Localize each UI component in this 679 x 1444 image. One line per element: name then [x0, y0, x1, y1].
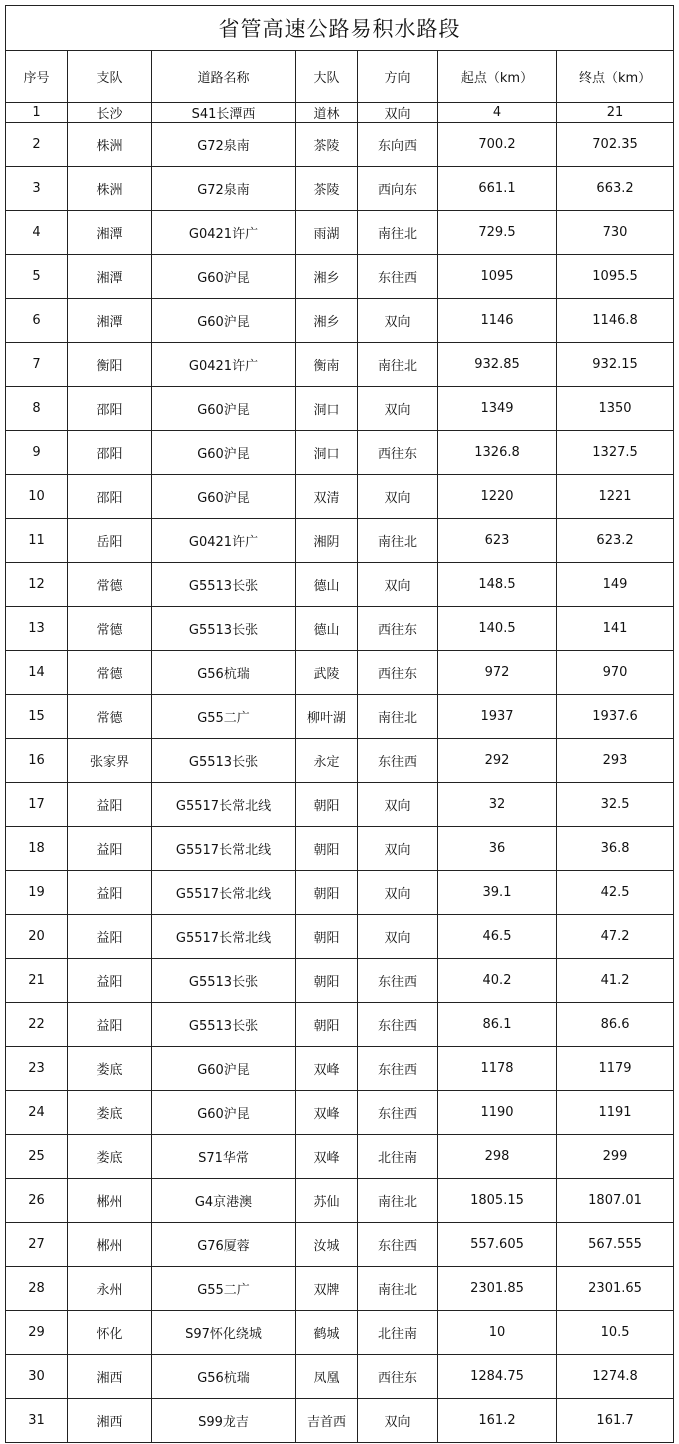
cell-direction: 东往西: [358, 1047, 438, 1091]
cell-end-km: 1327.5: [557, 431, 674, 475]
cell-road-name: G5517长常北线: [152, 827, 296, 871]
cell-detachment: 湘潭: [68, 299, 152, 343]
cell-start-km: 700.2: [438, 123, 557, 167]
cell-direction: 北往南: [358, 1311, 438, 1355]
cell-seq: 25: [6, 1135, 68, 1179]
cell-road-name: G5513长张: [152, 607, 296, 651]
cell-detachment: 湘西: [68, 1399, 152, 1443]
cell-detachment: 长沙: [68, 103, 152, 123]
cell-start-km: 1805.15: [438, 1179, 557, 1223]
cell-brigade: 永定: [296, 739, 358, 783]
cell-start-km: 1190: [438, 1091, 557, 1135]
cell-detachment: 益阳: [68, 1003, 152, 1047]
cell-seq: 29: [6, 1311, 68, 1355]
cell-detachment: 湘潭: [68, 255, 152, 299]
cell-seq: 3: [6, 167, 68, 211]
table-row: [6, 783, 674, 827]
cell-end-km: 1191: [557, 1091, 674, 1135]
cell-start-km: 972: [438, 651, 557, 695]
cell-start-km: 46.5: [438, 915, 557, 959]
table-row: [6, 167, 674, 211]
table-row: [6, 1047, 674, 1091]
cell-brigade: 湘乡: [296, 255, 358, 299]
cell-detachment: 郴州: [68, 1223, 152, 1267]
cell-seq: 24: [6, 1091, 68, 1135]
cell-start-km: 1178: [438, 1047, 557, 1091]
table-body: [6, 103, 674, 1443]
cell-direction: 东往西: [358, 1091, 438, 1135]
cell-start-km: 292: [438, 739, 557, 783]
cell-brigade: 凤凰: [296, 1355, 358, 1399]
cell-direction: 西往东: [358, 431, 438, 475]
cell-end-km: 36.8: [557, 827, 674, 871]
cell-end-km: 1179: [557, 1047, 674, 1091]
cell-end-km: 730: [557, 211, 674, 255]
cell-seq: 28: [6, 1267, 68, 1311]
cell-end-km: 932.15: [557, 343, 674, 387]
cell-detachment: 常德: [68, 563, 152, 607]
cell-seq: 14: [6, 651, 68, 695]
table-row: [6, 739, 674, 783]
cell-end-km: 1146.8: [557, 299, 674, 343]
cell-start-km: 10: [438, 1311, 557, 1355]
cell-road-name: G5513长张: [152, 1003, 296, 1047]
title-row: [6, 6, 674, 51]
table-row: [6, 343, 674, 387]
header-brigade: 大队: [296, 51, 358, 103]
table-row: [6, 1223, 674, 1267]
table-row: [6, 475, 674, 519]
cell-road-name: S71华常: [152, 1135, 296, 1179]
cell-detachment: 常德: [68, 607, 152, 651]
cell-direction: 西往东: [358, 607, 438, 651]
cell-end-km: 1937.6: [557, 695, 674, 739]
table-row: [6, 1399, 674, 1443]
cell-detachment: 株洲: [68, 167, 152, 211]
header-direction: 方向: [358, 51, 438, 103]
cell-detachment: 张家界: [68, 739, 152, 783]
cell-start-km: 148.5: [438, 563, 557, 607]
cell-start-km: 729.5: [438, 211, 557, 255]
cell-brigade: 柳叶湖: [296, 695, 358, 739]
cell-road-name: G60沪昆: [152, 299, 296, 343]
cell-road-name: G5517长常北线: [152, 915, 296, 959]
header-road-name: 道路名称: [152, 51, 296, 103]
cell-start-km: 623: [438, 519, 557, 563]
cell-road-name: G55二广: [152, 695, 296, 739]
table-row: [6, 827, 674, 871]
cell-brigade: 衡南: [296, 343, 358, 387]
cell-direction: 南往北: [358, 211, 438, 255]
cell-detachment: 湘西: [68, 1355, 152, 1399]
cell-start-km: 32: [438, 783, 557, 827]
cell-start-km: 161.2: [438, 1399, 557, 1443]
table-row: [6, 915, 674, 959]
cell-seq: 16: [6, 739, 68, 783]
cell-direction: 双向: [358, 387, 438, 431]
cell-road-name: G60沪昆: [152, 1091, 296, 1135]
cell-brigade: 道林: [296, 103, 358, 123]
cell-start-km: 932.85: [438, 343, 557, 387]
table-title: [6, 6, 674, 51]
cell-detachment: 郴州: [68, 1179, 152, 1223]
cell-start-km: 1095: [438, 255, 557, 299]
header-end-km: 终点（km）: [557, 51, 674, 103]
table-row: [6, 1091, 674, 1135]
cell-start-km: 661.1: [438, 167, 557, 211]
cell-detachment: 怀化: [68, 1311, 152, 1355]
cell-start-km: 40.2: [438, 959, 557, 1003]
cell-seq: 9: [6, 431, 68, 475]
cell-road-name: G56杭瑞: [152, 651, 296, 695]
cell-end-km: 2301.65: [557, 1267, 674, 1311]
cell-detachment: 衡阳: [68, 343, 152, 387]
cell-end-km: 86.6: [557, 1003, 674, 1047]
table-row: [6, 651, 674, 695]
cell-direction: 西向东: [358, 167, 438, 211]
cell-detachment: 娄底: [68, 1091, 152, 1135]
cell-road-name: S99龙吉: [152, 1399, 296, 1443]
cell-direction: 北往南: [358, 1135, 438, 1179]
cell-direction: 南往北: [358, 1179, 438, 1223]
cell-start-km: 1349: [438, 387, 557, 431]
cell-road-name: G60沪昆: [152, 1047, 296, 1091]
cell-direction: 东往西: [358, 959, 438, 1003]
cell-brigade: 朝阳: [296, 1003, 358, 1047]
cell-detachment: 益阳: [68, 959, 152, 1003]
table-row: [6, 255, 674, 299]
table-row: [6, 1179, 674, 1223]
cell-road-name: G72泉南: [152, 123, 296, 167]
cell-brigade: 湘乡: [296, 299, 358, 343]
cell-brigade: 雨湖: [296, 211, 358, 255]
cell-start-km: 1146: [438, 299, 557, 343]
cell-brigade: 洞口: [296, 387, 358, 431]
cell-brigade: 鹤城: [296, 1311, 358, 1355]
cell-direction: 双向: [358, 871, 438, 915]
cell-start-km: 140.5: [438, 607, 557, 651]
cell-brigade: 洞口: [296, 431, 358, 475]
cell-seq: 13: [6, 607, 68, 651]
cell-end-km: 1807.01: [557, 1179, 674, 1223]
cell-end-km: 663.2: [557, 167, 674, 211]
header-start-km: 起点（km）: [438, 51, 557, 103]
cell-seq: 2: [6, 123, 68, 167]
cell-end-km: 47.2: [557, 915, 674, 959]
cell-end-km: 970: [557, 651, 674, 695]
cell-end-km: 299: [557, 1135, 674, 1179]
cell-detachment: 邵阳: [68, 475, 152, 519]
cell-detachment: 湘潭: [68, 211, 152, 255]
cell-seq: 7: [6, 343, 68, 387]
table-row: [6, 519, 674, 563]
cell-start-km: 1326.8: [438, 431, 557, 475]
cell-detachment: 娄底: [68, 1135, 152, 1179]
cell-end-km: 567.555: [557, 1223, 674, 1267]
cell-start-km: 2301.85: [438, 1267, 557, 1311]
cell-seq: 15: [6, 695, 68, 739]
cell-road-name: G5517长常北线: [152, 871, 296, 915]
cell-detachment: 益阳: [68, 871, 152, 915]
cell-direction: 双向: [358, 563, 438, 607]
cell-end-km: 42.5: [557, 871, 674, 915]
cell-detachment: 邵阳: [68, 431, 152, 475]
cell-end-km: 1221: [557, 475, 674, 519]
cell-brigade: 双峰: [296, 1047, 358, 1091]
cell-road-name: G5513长张: [152, 563, 296, 607]
flood-prone-sections-table: [5, 5, 674, 1443]
cell-brigade: 茶陵: [296, 123, 358, 167]
cell-detachment: 益阳: [68, 827, 152, 871]
cell-brigade: 武陵: [296, 651, 358, 695]
cell-direction: 西往东: [358, 651, 438, 695]
cell-end-km: 41.2: [557, 959, 674, 1003]
cell-direction: 双向: [358, 915, 438, 959]
table-row: [6, 299, 674, 343]
cell-seq: 5: [6, 255, 68, 299]
cell-end-km: 32.5: [557, 783, 674, 827]
cell-brigade: 双峰: [296, 1135, 358, 1179]
cell-brigade: 湘阴: [296, 519, 358, 563]
cell-seq: 21: [6, 959, 68, 1003]
table-row: [6, 871, 674, 915]
cell-seq: 31: [6, 1399, 68, 1443]
cell-end-km: 702.35: [557, 123, 674, 167]
cell-seq: 26: [6, 1179, 68, 1223]
cell-direction: 南往北: [358, 519, 438, 563]
cell-road-name: G5513长张: [152, 959, 296, 1003]
cell-road-name: G60沪昆: [152, 475, 296, 519]
cell-seq: 8: [6, 387, 68, 431]
table-row: [6, 1355, 674, 1399]
cell-seq: 4: [6, 211, 68, 255]
cell-road-name: G56杭瑞: [152, 1355, 296, 1399]
cell-direction: 东向西: [358, 123, 438, 167]
cell-road-name: G72泉南: [152, 167, 296, 211]
table-title-text: 省管高速公路易积水路段: [218, 17, 461, 41]
header-row: [6, 51, 674, 103]
cell-road-name: G5517长常北线: [152, 783, 296, 827]
cell-road-name: G5513长张: [152, 739, 296, 783]
cell-seq: 17: [6, 783, 68, 827]
cell-road-name: G76厦蓉: [152, 1223, 296, 1267]
cell-road-name: G55二广: [152, 1267, 296, 1311]
table-row: [6, 1311, 674, 1355]
cell-start-km: 36: [438, 827, 557, 871]
cell-direction: 南往北: [358, 343, 438, 387]
cell-direction: 西往东: [358, 1355, 438, 1399]
cell-start-km: 1284.75: [438, 1355, 557, 1399]
table-row: [6, 211, 674, 255]
cell-direction: 双向: [358, 1399, 438, 1443]
cell-road-name: S41长潭西: [152, 103, 296, 123]
cell-brigade: 朝阳: [296, 959, 358, 1003]
cell-brigade: 汝城: [296, 1223, 358, 1267]
cell-detachment: 邵阳: [68, 387, 152, 431]
table-row: [6, 1003, 674, 1047]
cell-seq: 1: [6, 103, 68, 123]
table-row: [6, 103, 674, 123]
cell-end-km: 1095.5: [557, 255, 674, 299]
table-row: [6, 607, 674, 651]
cell-road-name: G60沪昆: [152, 255, 296, 299]
cell-road-name: G4京港澳: [152, 1179, 296, 1223]
cell-seq: 10: [6, 475, 68, 519]
sheet: [5, 5, 673, 1443]
cell-road-name: S97怀化绕城: [152, 1311, 296, 1355]
cell-detachment: 娄底: [68, 1047, 152, 1091]
cell-end-km: 21: [557, 103, 674, 123]
cell-end-km: 10.5: [557, 1311, 674, 1355]
cell-road-name: G60沪昆: [152, 431, 296, 475]
cell-direction: 南往北: [358, 695, 438, 739]
cell-seq: 6: [6, 299, 68, 343]
cell-start-km: 298: [438, 1135, 557, 1179]
cell-direction: 双向: [358, 783, 438, 827]
cell-seq: 23: [6, 1047, 68, 1091]
table-row: [6, 695, 674, 739]
cell-brigade: 朝阳: [296, 783, 358, 827]
cell-detachment: 永州: [68, 1267, 152, 1311]
cell-seq: 18: [6, 827, 68, 871]
cell-end-km: 1274.8: [557, 1355, 674, 1399]
table-row: [6, 387, 674, 431]
cell-end-km: 293: [557, 739, 674, 783]
cell-brigade: 朝阳: [296, 915, 358, 959]
cell-direction: 东往西: [358, 255, 438, 299]
cell-road-name: G60沪昆: [152, 387, 296, 431]
cell-start-km: 1937: [438, 695, 557, 739]
cell-end-km: 623.2: [557, 519, 674, 563]
cell-end-km: 149: [557, 563, 674, 607]
cell-road-name: G0421许广: [152, 343, 296, 387]
cell-detachment: 常德: [68, 651, 152, 695]
cell-seq: 11: [6, 519, 68, 563]
table-row: [6, 123, 674, 167]
cell-brigade: 朝阳: [296, 871, 358, 915]
cell-detachment: 益阳: [68, 783, 152, 827]
cell-brigade: 德山: [296, 607, 358, 651]
cell-brigade: 茶陵: [296, 167, 358, 211]
cell-direction: 东往西: [358, 739, 438, 783]
table-row: [6, 1267, 674, 1311]
cell-start-km: 39.1: [438, 871, 557, 915]
cell-brigade: 德山: [296, 563, 358, 607]
cell-end-km: 161.7: [557, 1399, 674, 1443]
cell-road-name: G0421许广: [152, 211, 296, 255]
cell-road-name: G0421许广: [152, 519, 296, 563]
table-row: [6, 959, 674, 1003]
cell-seq: 30: [6, 1355, 68, 1399]
cell-detachment: 岳阳: [68, 519, 152, 563]
cell-direction: 双向: [358, 475, 438, 519]
cell-brigade: 双清: [296, 475, 358, 519]
cell-brigade: 双牌: [296, 1267, 358, 1311]
cell-brigade: 朝阳: [296, 827, 358, 871]
cell-end-km: 1350: [557, 387, 674, 431]
table-row: [6, 1135, 674, 1179]
cell-brigade: 吉首西: [296, 1399, 358, 1443]
table-row: [6, 563, 674, 607]
cell-seq: 22: [6, 1003, 68, 1047]
cell-direction: 双向: [358, 103, 438, 123]
cell-start-km: 86.1: [438, 1003, 557, 1047]
cell-direction: 东往西: [358, 1003, 438, 1047]
cell-seq: 12: [6, 563, 68, 607]
cell-direction: 东往西: [358, 1223, 438, 1267]
cell-start-km: 557.605: [438, 1223, 557, 1267]
cell-detachment: 益阳: [68, 915, 152, 959]
cell-seq: 20: [6, 915, 68, 959]
cell-seq: 27: [6, 1223, 68, 1267]
cell-start-km: 4: [438, 103, 557, 123]
cell-end-km: 141: [557, 607, 674, 651]
header-detachment: 支队: [68, 51, 152, 103]
cell-detachment: 株洲: [68, 123, 152, 167]
cell-start-km: 1220: [438, 475, 557, 519]
cell-direction: 双向: [358, 299, 438, 343]
cell-direction: 南往北: [358, 1267, 438, 1311]
cell-seq: 19: [6, 871, 68, 915]
table-row: [6, 431, 674, 475]
cell-direction: 双向: [358, 827, 438, 871]
cell-detachment: 常德: [68, 695, 152, 739]
cell-brigade: 双峰: [296, 1091, 358, 1135]
header-seq: 序号: [6, 51, 68, 103]
cell-brigade: 苏仙: [296, 1179, 358, 1223]
